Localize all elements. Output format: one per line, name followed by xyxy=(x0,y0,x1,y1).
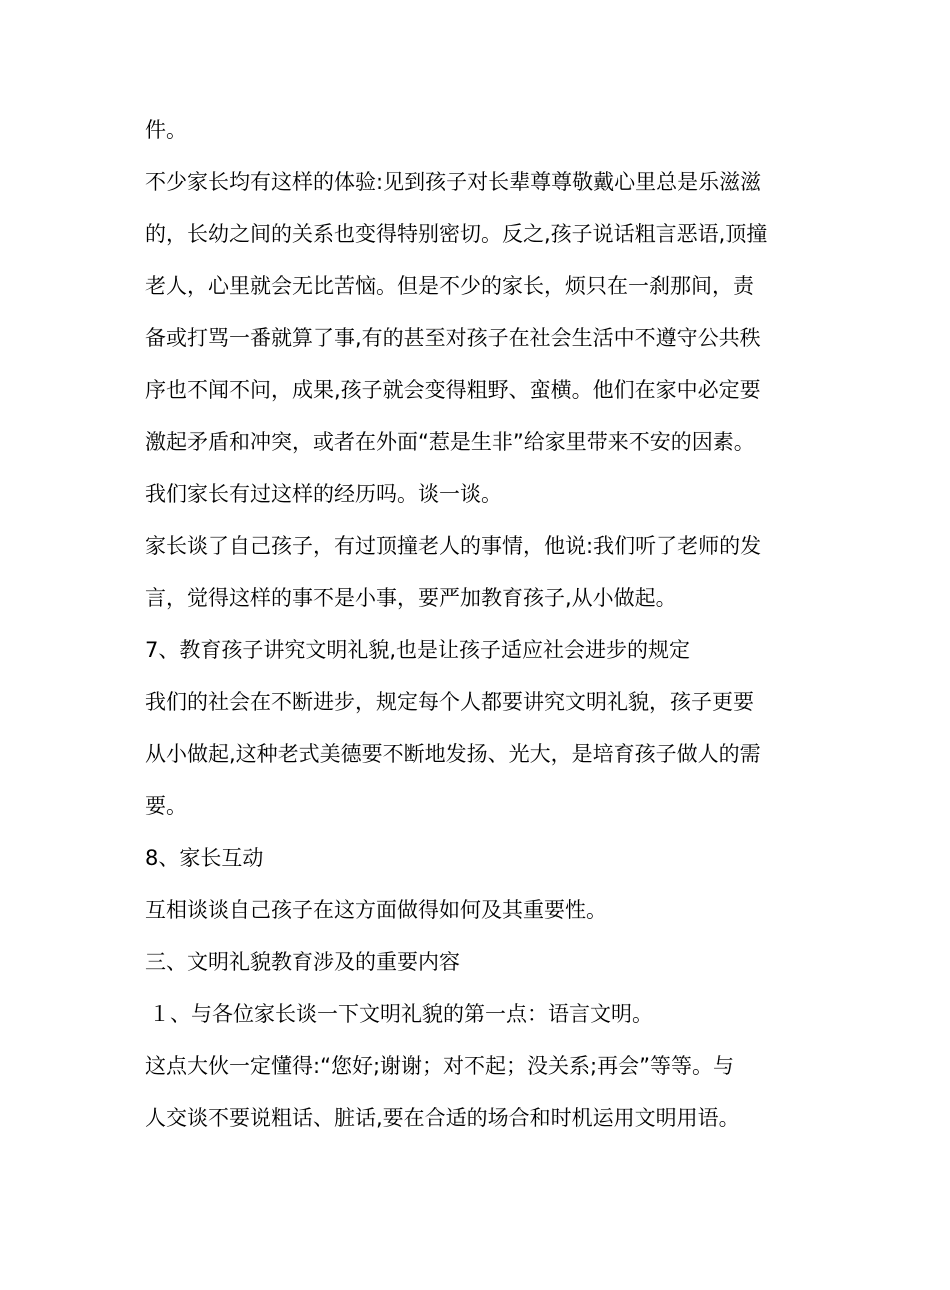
section-heading-7: 7、教育孩子讲究文明礼貌,也是让孩子适应社会进步的规定 xyxy=(145,638,691,662)
text-line: 言，觉得这样的事不是小事，要严加教育孩子,从小做起。 xyxy=(145,586,677,610)
text-line: 序也不闻不问，成果,孩子就会变得粗野、蛮横。他们在家中必定要 xyxy=(145,378,761,402)
text-line: 互相谈谈自己孩子在这方面做得如何及其重要性。 xyxy=(145,898,607,922)
text-line: 我们的社会在不断进步，规定每个人都要讲究文明礼貌，孩子更要 xyxy=(145,690,754,714)
text-line: 老人，心里就会无比苦恼。但是不少的家长，烦只在一刹那间，责 xyxy=(145,274,754,298)
section-heading-3: 三、文明礼貌教育涉及的重要内容 xyxy=(145,950,460,974)
text-line: 这点大伙一定懂得:“您好;谢谢；对不起；没关系;再会”等等。与 xyxy=(145,1054,734,1078)
subsection-heading-1: １、与各位家长谈一下文明礼貌的第一点：语言文明。 xyxy=(149,1002,653,1026)
text-line: 要。 xyxy=(145,794,187,818)
document-body xyxy=(145,104,835,1144)
text-line: 家长谈了自己孩子，有过顶撞老人的事情，他说:我们听了老师的发 xyxy=(145,534,762,558)
text-line: 的，长幼之间的关系也变得特别密切。反之,孩子说话粗言恶语,顶撞 xyxy=(145,222,768,246)
text-line: 件。 xyxy=(145,118,187,142)
text-line: 激起矛盾和冲突，或者在外面“惹是生非”给家里带来不安的因素。 xyxy=(145,430,755,454)
text-line: 不少家长均有这样的体验:见到孩子对长辈尊尊敬戴心里总是乐滋滋 xyxy=(145,170,762,194)
text-line: 人交谈不要说粗话、脏话,要在合适的场合和时机运用文明用语。 xyxy=(145,1106,740,1130)
text-line: 我们家长有过这样的经历吗。谈一谈。 xyxy=(145,482,502,506)
text-line: 备或打骂一番就算了事,有的甚至对孩子在社会生活中不遵守公共秩 xyxy=(145,326,761,350)
text-line: 从小做起,这种老式美德要不断地发扬、光大，是培育孩子做人的需 xyxy=(145,742,761,766)
section-heading-8: 8、家长互动 xyxy=(145,846,264,870)
